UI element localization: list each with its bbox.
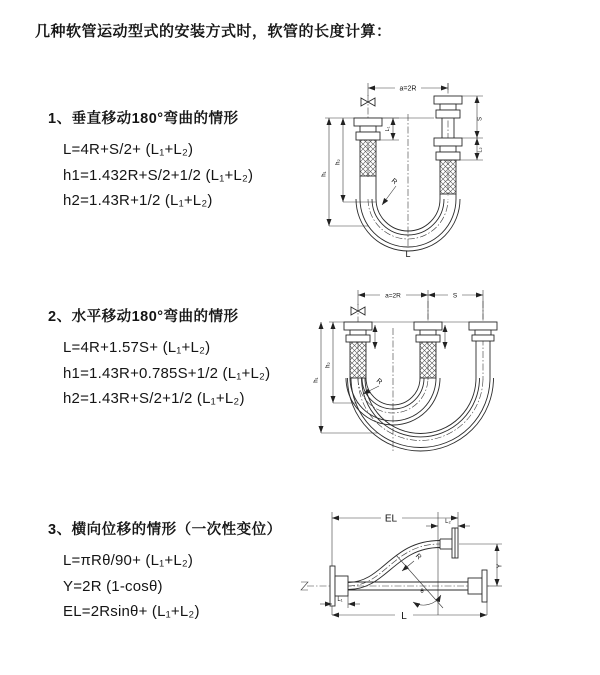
dim-label-l2: L₂ [445,519,451,525]
dim-el [332,514,458,525]
dim-l1 [380,118,399,140]
dim-l1 [320,594,360,608]
dim-label-el: EL [384,513,398,525]
section-1 [48,107,253,214]
formula-line: h1=1.432R+S/2+1/2 (L₁+L₂) [63,166,254,184]
dim-s [428,293,483,300]
fitting-left [344,322,372,378]
formula-line: h2=1.43R+1/2 (L₁+L₂) [63,192,213,209]
fitting-left [354,118,382,176]
formula-line: EL=2Rsinθ+ (L₁+L₂) [63,603,200,620]
dim-label-r: R [413,552,423,562]
dim-label-h1: h₁ [313,377,320,383]
dim-a2r [368,83,448,96]
section-2 [48,305,270,412]
flange-lower-right [468,570,487,602]
dim-label-l2: L₂ [477,147,484,153]
dim-label-h2: h₂ [325,362,332,368]
section-3-heading: 3、横向位移的情形（一次性变位） [48,522,282,538]
dim-label-r: R [374,377,384,387]
formula-line: L=4R+1.57S+ (L₁+L₂) [63,339,211,356]
formula-line: L=πRθ/90+ (L₁+L₂) [63,552,194,569]
dim-label-y: Y [496,563,504,569]
section-2-heading: 2、水平移动180°弯曲的情形 [48,309,239,325]
formula-line: Y=2R (1-cosθ) [63,577,163,595]
page-title: 几种软管运动型式的安装方式时，软管的长度计算： [35,23,392,40]
fitting-middle [414,322,442,378]
dim-label-s: S [452,292,458,300]
break-symbol [301,582,308,590]
radius-leader [402,553,422,571]
fitting-right [434,96,462,194]
hose-u-large [348,378,494,451]
section-1-heading: 1、垂直移动180°弯曲的情形 [48,111,239,127]
diagram-lateral-displacement [295,498,525,633]
dim-label-l: L [405,249,411,259]
diagram-vertical-180-bend [303,74,543,262]
section-3 [48,518,282,625]
dim-label-s: S [477,116,484,122]
dim-l [332,602,487,622]
dim-l2 [426,519,470,526]
dim-a2r [358,290,483,319]
flange-upper-right [440,528,458,558]
dim-label-theta: θ [420,589,424,595]
angle-theta [396,552,443,608]
dim-label-l1: L₁ [385,126,391,132]
radius-leader [382,178,398,205]
dim-label-r: R [389,177,399,187]
dim-label-a2r: a=2R [399,85,417,93]
dim-label-h1: h₁ [321,171,328,177]
diagram-horizontal-180-bend [297,283,597,458]
formula-line: L=4R+S/2+ (L₁+L₂) [63,141,194,158]
formula-line: h1=1.43R+0.785S+1/2 (L₁+L₂) [63,364,271,382]
dim-label-a2r: a=2R [385,292,401,300]
dim-label-l: L [401,611,407,622]
dim-label-l1: L₁ [337,597,343,603]
dim-l2 [477,138,484,160]
dim-label-h2: h₂ [335,159,342,165]
formula-line: h2=1.43R+S/2+1/2 (L₁+L₂) [63,390,245,407]
